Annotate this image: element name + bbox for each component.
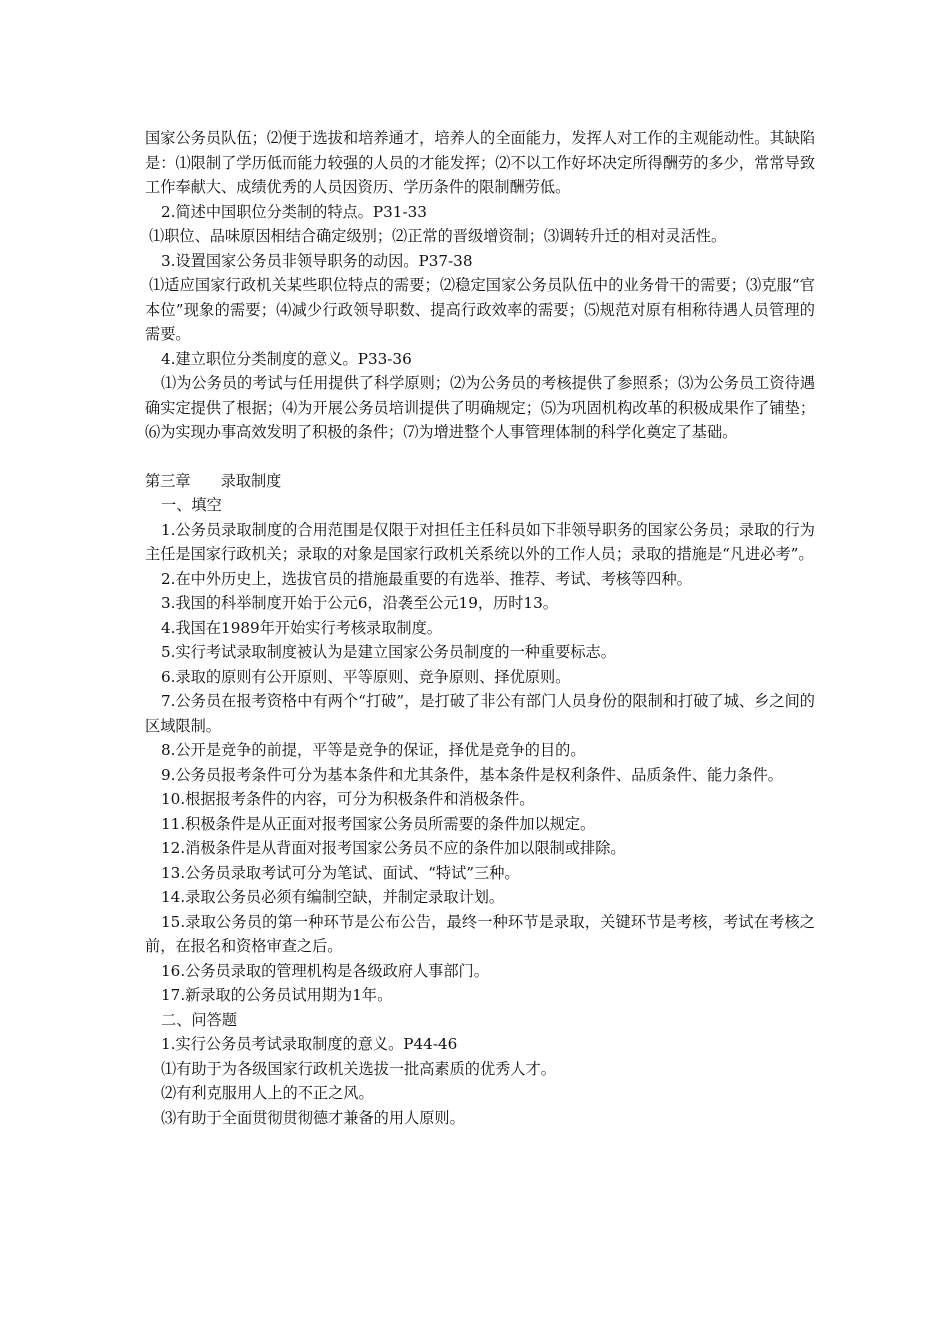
fill-item: 6.录取的原则有公开原则、平等原则、竞争原则、择优原则。 xyxy=(161,667,571,686)
fill-item: 2.在中外历史上，选拔官员的措施最重要的有选举、推荐、考试、考核等四种。 xyxy=(161,569,692,588)
fill-item: 3.我国的科举制度开始于公元6，沿袭至公元19，历时13。 xyxy=(161,594,558,612)
answer-paragraph: ⑴为公务员的考试与任用提供了科学原则；⑵为公务员的考核提供了参照系；⑶为公务员工资待遇确实定提供了根据；⑷为开展公务员培训提供了明确规定；⑸为巩固机构改革的积极成果作了铺垫；⑹为实现办事高效发明了积极的条件；⑺为增进整个人事管理体制的科学化奠定了基础。 xyxy=(145,374,815,441)
answer-paragraph: ⑵有利克服用人上的不正之风。 xyxy=(161,1084,374,1102)
fill-item: 13.公务员录取考试可分为笔试、面试、“特试”三种。 xyxy=(161,863,520,882)
fill-item: 15.录取公务员的第一种环节是公布公告，最终一种环节是录取，关键环节是考核，考试在考核之前，在报名和资格审查之后。 xyxy=(145,912,815,955)
fill-item: 9.公务员报考条件可分为基本条件和尤其条件，基本条件是权利条件、品质条件、能力条件。 xyxy=(161,765,783,784)
answer-paragraph: ⑴职位、品味原因相结合确定级别；⑵正常的晋级增资制；⑶调转升迁的相对灵活性。 xyxy=(149,227,727,245)
section-title-fill: 一、填空 xyxy=(161,496,222,514)
chapter-title: 录取制度 xyxy=(220,471,282,490)
question-heading: 4.建立职位分类制度的意义。P33-36 xyxy=(161,349,412,368)
chapter-heading xyxy=(145,469,815,494)
paragraph-continued: 国家公务员队伍；⑵便于选拔和培养通才，培养人的全面能力，发挥人对工作的主观能动性。其缺陷是：⑴限制了学历低而能力较强的人员的才能发挥；⑵不以工作好坏决定所得酬劳的多少，常常导致工作奉献大、成绩优秀的人员因资历、学历条件的限制酬劳低。 xyxy=(145,129,815,196)
answer-paragraph: ⑴适应国家行政机关某些职位特点的需要；⑵稳定国家公务员队伍中的业务骨干的需要；⑶克服“官本位”现象的需要；⑷减少行政领导职数、提高行政效率的需要；⑸规范对原有相称待遇人员管理的需要。 xyxy=(145,276,815,343)
question-heading: 1.实行公务员考试录取制度的意义。P44-46 xyxy=(161,1035,458,1053)
fill-item: 17.新录取的公务员试用期为1年。 xyxy=(161,986,393,1004)
fill-item: 5.实行考试录取制度被认为是建立国家公务员制度的一种重要标志。 xyxy=(161,643,616,661)
fill-item: 11.积极条件是从正面对报考国家公务员所需要的条件加以规定。 xyxy=(161,814,596,833)
fill-item: 14.录取公务员必须有编制空缺，并制定录取计划。 xyxy=(161,888,505,906)
question-heading: 3.设置国家公务员非领导职务的动因。P37-38 xyxy=(161,251,473,270)
document-body xyxy=(145,126,815,1130)
answer-paragraph: ⑶有助于全面贯彻贯彻德才兼备的用人原则。 xyxy=(161,1108,465,1127)
answer-paragraph: ⑴有助于为各级国家行政机关选拔一批高素质的优秀人才。 xyxy=(161,1059,556,1078)
fill-item: 7.公务员在报考资格中有两个“打破”，是打破了非公有部门人员身份的限制和打破了城、乡之间的区域限制。 xyxy=(145,692,815,735)
fill-item: 1.公务员录取制度的合用范围是仅限于对担任主任科员如下非领导职务的国家公务员；录取的行为主任是国家行政机关；录取的对象是国家行政机关系统以外的工作人员；录取的措施是“凡进必考”。 xyxy=(145,520,815,563)
question-heading: 2.简述中国职位分类制的特点。P31-33 xyxy=(161,202,427,221)
fill-item: 12.消极条件是从背面对报考国家公务员不应的条件加以限制或排除。 xyxy=(161,839,626,857)
fill-item: 16.公务员录取的管理机构是各级政府人事部门。 xyxy=(161,961,489,980)
fill-item: 10.根据报考条件的内容，可分为积极条件和消极条件。 xyxy=(161,790,535,808)
chapter-number: 第三章 xyxy=(145,471,191,490)
section-title-qa: 二、问答题 xyxy=(161,1010,237,1029)
fill-item: 4.我国在1989年开始实行考核录取制度。 xyxy=(161,618,442,637)
fill-item: 8.公开是竞争的前提，平等是竞争的保证，择优是竞争的目的。 xyxy=(161,741,586,759)
blank-line xyxy=(145,445,815,469)
